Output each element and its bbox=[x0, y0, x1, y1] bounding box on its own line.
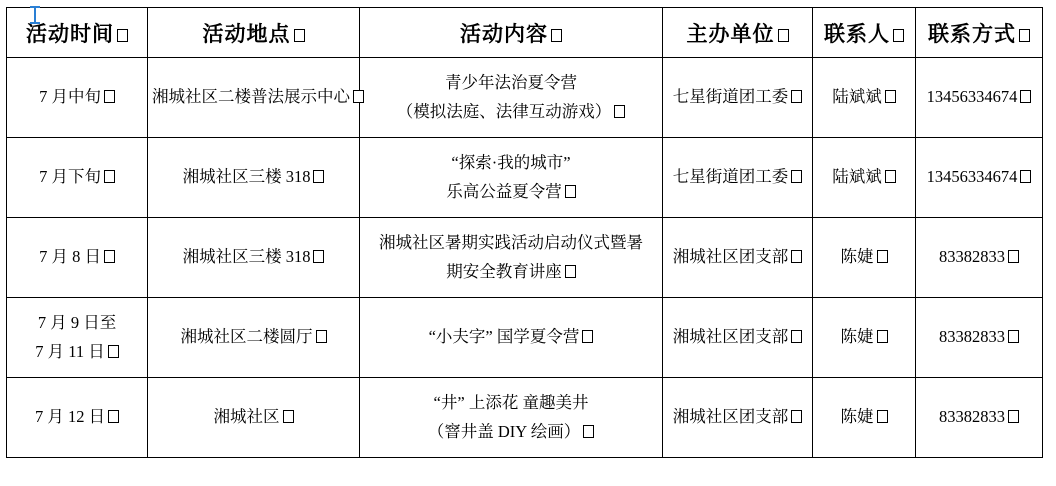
cell-text: 陆斌斌 bbox=[832, 167, 882, 187]
column-header-contact-person bbox=[813, 8, 916, 58]
header-label: 联系方式 bbox=[928, 21, 1016, 46]
cell-organizer bbox=[663, 218, 813, 298]
field-marker-icon bbox=[294, 29, 305, 42]
cell-text: 七星街道团工委 bbox=[672, 87, 789, 107]
field-marker-icon bbox=[791, 90, 802, 103]
cell-place bbox=[148, 378, 360, 458]
header-label: 联系人 bbox=[824, 21, 890, 46]
field-marker-icon bbox=[877, 250, 888, 263]
cell-text: 湘城社区团支部 bbox=[672, 327, 789, 347]
field-marker-icon bbox=[316, 330, 327, 343]
cell-text: （窨井盖 DIY 绘画） bbox=[427, 421, 581, 441]
cell-contact-person bbox=[813, 298, 916, 378]
cell-place bbox=[148, 298, 360, 378]
column-header-time bbox=[7, 8, 148, 58]
column-header-content bbox=[360, 8, 663, 58]
field-marker-icon bbox=[791, 170, 802, 183]
cell-place bbox=[148, 218, 360, 298]
field-marker-icon bbox=[1008, 410, 1019, 423]
table-row bbox=[7, 218, 1043, 298]
table-row bbox=[7, 138, 1043, 218]
cell-text: 13456334674 bbox=[926, 87, 1018, 107]
cell-place bbox=[148, 58, 360, 138]
field-marker-icon bbox=[791, 330, 802, 343]
field-marker-icon bbox=[313, 250, 324, 263]
field-marker-icon bbox=[877, 410, 888, 423]
cell-text: 湘城社区二楼普法展示中心 bbox=[152, 87, 350, 107]
cell-contact-person bbox=[813, 218, 916, 298]
cell-time bbox=[7, 378, 148, 458]
cell-contact-phone bbox=[916, 298, 1043, 378]
cell-contact-person bbox=[813, 378, 916, 458]
field-marker-icon bbox=[582, 330, 593, 343]
cell-text: 湘城社区暑期实践活动启动仪式暨暑 bbox=[379, 232, 643, 252]
cell-text: 陈婕 bbox=[840, 327, 874, 347]
field-marker-icon bbox=[1020, 90, 1031, 103]
cell-contact-phone bbox=[916, 218, 1043, 298]
cell-text: 7 月 11 日 bbox=[35, 341, 105, 361]
cell-text: 13456334674 bbox=[926, 167, 1018, 187]
field-marker-icon bbox=[565, 265, 576, 278]
column-header-contact-phone bbox=[916, 8, 1043, 58]
field-marker-icon bbox=[104, 90, 115, 103]
header-label: 活动内容 bbox=[460, 21, 548, 46]
cell-organizer bbox=[663, 138, 813, 218]
cell-text: 青少年法治夏令营 bbox=[445, 72, 577, 92]
cell-contact-phone bbox=[916, 138, 1043, 218]
cell-content bbox=[360, 138, 663, 218]
field-marker-icon bbox=[104, 250, 115, 263]
cell-text: 期安全教育讲座 bbox=[446, 261, 562, 281]
cell-text: 83382833 bbox=[939, 327, 1005, 347]
field-marker-icon bbox=[565, 185, 576, 198]
field-marker-icon bbox=[893, 29, 904, 42]
cell-text: 陈婕 bbox=[840, 407, 874, 427]
field-marker-icon bbox=[353, 90, 364, 103]
cell-place bbox=[148, 138, 360, 218]
cell-time bbox=[7, 218, 148, 298]
field-marker-icon bbox=[283, 410, 294, 423]
field-marker-icon bbox=[117, 29, 128, 42]
field-marker-icon bbox=[885, 90, 896, 103]
cell-text: 湘城社区二楼圆厅 bbox=[180, 327, 313, 347]
cell-contact-phone bbox=[916, 58, 1043, 138]
field-marker-icon bbox=[1008, 330, 1019, 343]
column-header-place bbox=[148, 8, 360, 58]
table-header-row bbox=[7, 8, 1043, 58]
cell-text: 7 月中旬 bbox=[39, 87, 101, 107]
field-marker-icon bbox=[885, 170, 896, 183]
field-marker-icon bbox=[778, 29, 789, 42]
header-label: 活动地点 bbox=[202, 21, 291, 46]
field-marker-icon bbox=[313, 170, 324, 183]
header-label: 活动时间 bbox=[26, 21, 114, 46]
cell-text: 7 月 8 日 bbox=[39, 247, 101, 267]
field-marker-icon bbox=[877, 330, 888, 343]
cell-text: 83382833 bbox=[939, 407, 1005, 427]
header-label: 主办单位 bbox=[686, 21, 775, 46]
table-header bbox=[7, 8, 1043, 58]
cell-content bbox=[360, 218, 663, 298]
document-page bbox=[0, 7, 1056, 486]
table-body bbox=[7, 58, 1043, 458]
cell-text: “探索·我的城市” bbox=[451, 152, 571, 172]
field-marker-icon bbox=[1020, 170, 1031, 183]
field-marker-icon bbox=[108, 410, 119, 423]
cell-contact-phone bbox=[916, 378, 1043, 458]
cell-text: 湘城社区团支部 bbox=[672, 407, 789, 427]
field-marker-icon bbox=[1019, 29, 1030, 42]
cell-content bbox=[360, 378, 663, 458]
cell-text: 陈婕 bbox=[840, 247, 874, 267]
cell-text: 湘城社区三楼 318 bbox=[182, 167, 311, 187]
cell-organizer bbox=[663, 298, 813, 378]
cell-text: 陆斌斌 bbox=[832, 87, 882, 107]
cell-text: （模拟法庭、法律互动游戏） bbox=[396, 101, 612, 121]
cell-text: 湘城社区 bbox=[213, 407, 280, 427]
activity-table bbox=[6, 7, 1043, 458]
cell-time bbox=[7, 138, 148, 218]
field-marker-icon bbox=[104, 170, 115, 183]
field-marker-icon bbox=[583, 425, 594, 438]
table-row bbox=[7, 378, 1043, 458]
cell-text: 7 月 12 日 bbox=[34, 407, 106, 427]
field-marker-icon bbox=[551, 29, 562, 42]
table-row bbox=[7, 58, 1043, 138]
cell-time bbox=[7, 58, 148, 138]
field-marker-icon bbox=[791, 250, 802, 263]
cell-text: 7 月 9 日至 bbox=[37, 312, 117, 332]
cell-content bbox=[360, 298, 663, 378]
field-marker-icon bbox=[108, 345, 119, 358]
field-marker-icon bbox=[791, 410, 802, 423]
column-header-organizer bbox=[663, 8, 813, 58]
cell-contact-person bbox=[813, 138, 916, 218]
field-marker-icon bbox=[614, 105, 625, 118]
cell-text: “井” 上添花 童趣美井 bbox=[433, 392, 589, 412]
cell-text: 湘城社区团支部 bbox=[672, 247, 789, 267]
cell-organizer bbox=[663, 58, 813, 138]
cell-contact-person bbox=[813, 58, 916, 138]
cell-text: “小夫字” 国学夏令营 bbox=[428, 327, 580, 347]
cell-text: 湘城社区三楼 318 bbox=[182, 247, 311, 267]
cell-time bbox=[7, 298, 148, 378]
table-row bbox=[7, 298, 1043, 378]
cell-text: 7 月下旬 bbox=[39, 167, 101, 187]
cell-organizer bbox=[663, 378, 813, 458]
cell-text: 83382833 bbox=[939, 247, 1005, 267]
cell-content bbox=[360, 58, 663, 138]
field-marker-icon bbox=[1008, 250, 1019, 263]
cell-text: 乐高公益夏令营 bbox=[446, 181, 562, 201]
cell-text: 七星街道团工委 bbox=[672, 167, 789, 187]
